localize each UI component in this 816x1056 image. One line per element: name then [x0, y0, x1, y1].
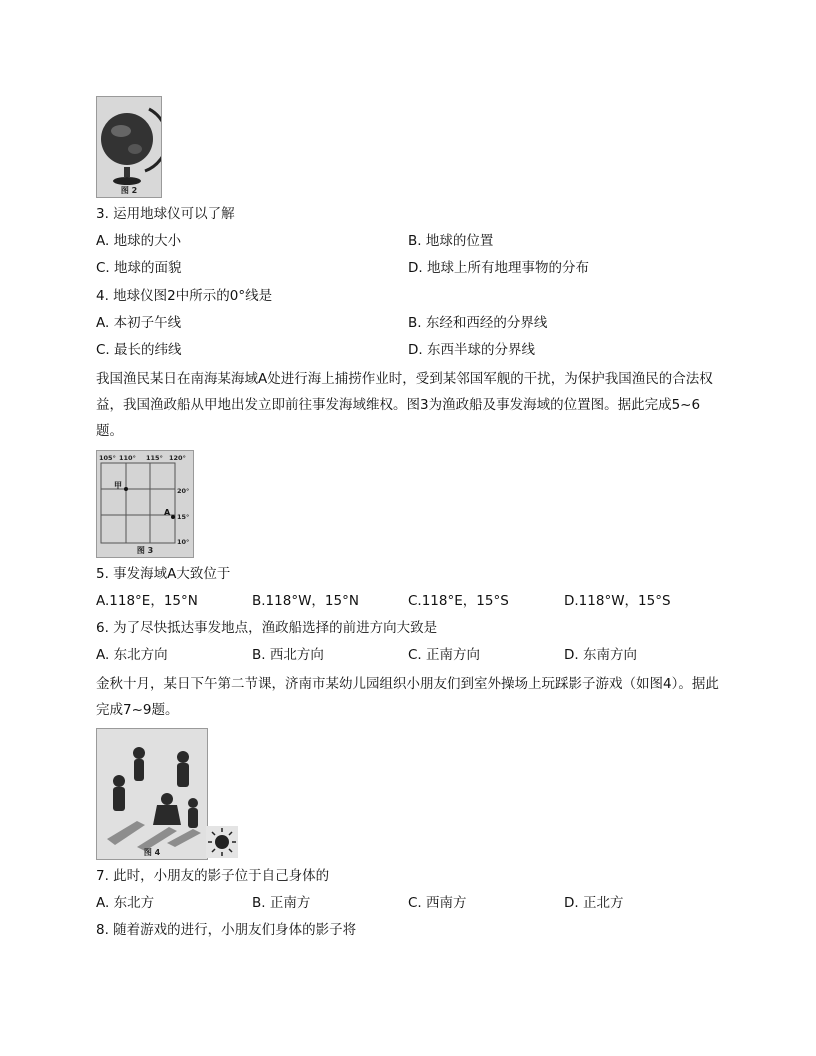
q4-option-a: A. 本初子午线 [96, 315, 182, 331]
q4-option-c: C. 最长的纬线 [96, 342, 182, 358]
q6-option-b: B. 西北方向 [252, 647, 324, 663]
children-illustration [97, 729, 207, 859]
q4-option-d: D. 东西半球的分界线 [408, 342, 535, 358]
q5-option-b: B.118°W，15°N [252, 593, 359, 609]
figure-4-children [96, 728, 208, 860]
tick-label-top: 105° [99, 454, 116, 462]
q3-option-a: A. 地球的大小 [96, 233, 182, 249]
passage-2: 金秋十月，某日下午第二节课，济南市某幼儿园组织小朋友们到室外操场上玩踩影子游戏（如图4）。据此完成7~9题。 [96, 676, 719, 718]
q6-option-c: C. 正南方向 [408, 647, 481, 663]
q7-stem: 7. 此时，小朋友的影子位于自己身体的 [96, 868, 330, 884]
tick-label-top: 115° [146, 454, 163, 462]
label-a: A [164, 508, 171, 517]
q6-option-a: A. 东北方向 [96, 647, 168, 663]
q6-option-d: D. 东南方向 [564, 647, 637, 663]
point-jia [124, 487, 128, 491]
q3-option-d: D. 地球上所有地理事物的分布 [408, 260, 589, 276]
tick-label-right: 15° [177, 513, 190, 521]
q7-option-d: D. 正北方 [564, 895, 624, 911]
tick-label-top: 110° [119, 454, 136, 462]
q7-option-c: C. 西南方 [408, 895, 467, 911]
passage-1: 我国渔民某日在南海某海域A处进行海上捕捞作业时，受到某邻国军舰的干扰，为保护我国渔民的合法权益，我国渔政船从甲地出发立即前往事发海域维权。图3为渔政船及事发海域的位置图。据此完成5~6题。 [96, 371, 713, 439]
map-grid [97, 451, 193, 557]
figure-4-caption: 图 4 [143, 848, 161, 857]
q3-option-c: C. 地球的面貌 [96, 260, 182, 276]
q7-option-a: A. 东北方 [96, 895, 155, 911]
q4-option-b: B. 东经和西经的分界线 [408, 315, 548, 331]
q3-stem: 3. 运用地球仪可以了解 [96, 206, 235, 222]
tick-label-right: 20° [177, 487, 190, 495]
point-a [171, 515, 175, 519]
figure-2-caption: 图 2 [120, 186, 138, 195]
q6-stem: 6. 为了尽快抵达事发地点，渔政船选择的前进方向大致是 [96, 620, 438, 636]
q7-option-b: B. 正南方 [252, 895, 311, 911]
q8-stem: 8. 随着游戏的进行，小朋友们身体的影子将 [96, 922, 357, 938]
q5-stem: 5. 事发海域A大致位于 [96, 566, 231, 582]
tick-label-right: 10° [177, 538, 190, 546]
sun-icon [206, 826, 238, 858]
q5-option-a: A.118°E，15°N [96, 593, 198, 609]
q3-option-b: B. 地球的位置 [408, 233, 494, 249]
q5-option-d: D.118°W，15°S [564, 593, 671, 609]
q5-option-c: C.118°E，15°S [408, 593, 509, 609]
figure-3-caption: 图 3 [136, 546, 154, 555]
globe-icon [97, 97, 161, 197]
label-jia: 甲 [114, 481, 122, 490]
tick-label-top: 120° [169, 454, 186, 462]
figure-2-globe [96, 96, 162, 198]
q4-stem: 4. 地球仪图2中所示的0°线是 [96, 288, 273, 304]
figure-3-map [96, 450, 194, 558]
